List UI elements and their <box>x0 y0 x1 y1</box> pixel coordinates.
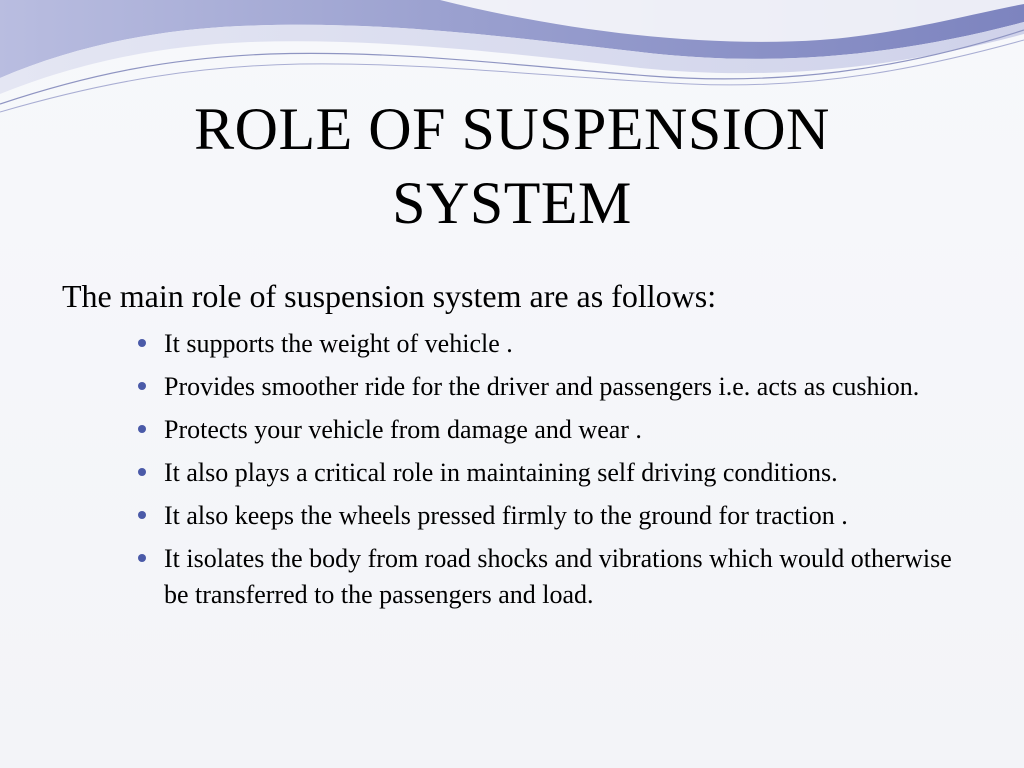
list-item <box>137 498 967 534</box>
bullet-icon <box>138 554 146 562</box>
bullet-icon <box>138 511 146 519</box>
bullet-icon <box>138 339 146 347</box>
bullet-text: It also plays a critical role in maintaining self driving conditions. <box>164 458 838 487</box>
bullet-icon <box>138 468 146 476</box>
bullet-text: It also keeps the wheels pressed firmly to the ground for traction . <box>164 501 848 530</box>
bullet-list <box>137 326 967 620</box>
list-item <box>137 326 967 362</box>
list-item <box>137 412 967 448</box>
list-item <box>137 541 967 613</box>
bullet-icon <box>138 425 146 433</box>
slide-title-line-2: SYSTEM <box>392 170 632 236</box>
intro-text: The main role of suspension system are as follows: <box>62 278 717 314</box>
slide-title <box>0 92 1024 240</box>
bullet-text: It isolates the body from road shocks and vibrations which would otherwise be transferred to the passengers and load. <box>164 544 952 609</box>
bullet-text: It supports the weight of vehicle . <box>164 329 513 358</box>
list-item <box>137 369 967 405</box>
bullet-text: Provides smoother ride for the driver and passengers i.e. acts as cushion. <box>164 372 920 401</box>
bullet-icon <box>138 382 146 390</box>
slide-title-line-1: ROLE OF SUSPENSION <box>194 96 830 162</box>
list-item <box>137 455 967 491</box>
bullet-text: Protects your vehicle from damage and wear . <box>164 415 642 444</box>
